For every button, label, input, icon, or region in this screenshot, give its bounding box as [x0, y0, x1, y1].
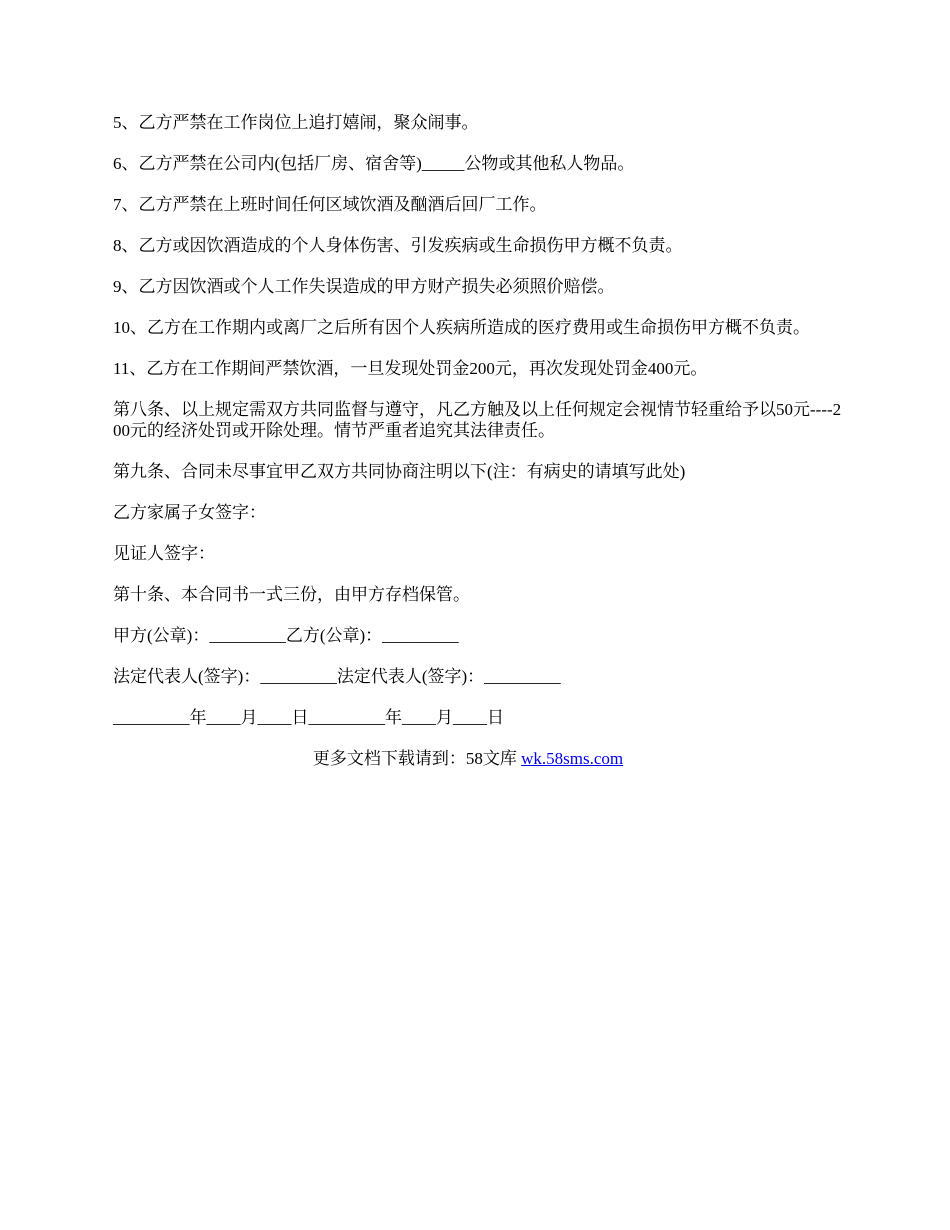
article-8: 第八条、以上规定需双方共同监督与遵守，凡乙方触及以上任何规定会视情节轻重给予以50元----200元的经济处罚或开除处理。情节严重者追究其法律责任。	[113, 400, 842, 440]
article-9: 第九条、合同未尽事宜甲乙双方共同协商注明以下(注：有病史的请填写此处)	[113, 462, 686, 481]
clause-9: 9、乙方因饮酒或个人工作失误造成的甲方财产损失必须照价赔偿。	[113, 277, 615, 296]
witness-signature-line: 见证人签字：	[113, 544, 215, 563]
footer-link[interactable]: wk.58sms.com	[521, 749, 624, 768]
family-signature-line: 乙方家属子女签字：	[113, 503, 266, 522]
article-10: 第十条、本合同书一式三份，由甲方存档保管。	[113, 585, 470, 604]
legal-rep-signature-line: 法定代表人(签字)：_________法定代表人(签字)：_________	[113, 667, 561, 686]
seal-line: 甲方(公章)：_________乙方(公章)：_________	[113, 626, 459, 645]
clause-11: 11、乙方在工作期间严禁饮酒，一旦发现处罚金200元，再次发现处罚金400元。	[113, 359, 708, 378]
footer-text: 更多文档下载请到：58文库	[312, 749, 522, 768]
clause-5: 5、乙方严禁在工作岗位上追打嬉闹，聚众闹事。	[113, 113, 479, 132]
document-body	[113, 112, 843, 789]
clause-7: 7、乙方严禁在上班时间任何区域饮酒及酗酒后回厂工作。	[113, 195, 547, 214]
clause-8: 8、乙方或因饮酒造成的个人身体伤害、引发疾病或生命损伤甲方概不负责。	[113, 236, 683, 255]
clause-10: 10、乙方在工作期内或离厂之后所有因个人疾病所造成的医疗费用或生命损伤甲方概不负责。	[113, 318, 810, 337]
clause-6: 6、乙方严禁在公司内(包括厂房、宿舍等)_____公物或其他私人物品。	[113, 154, 635, 173]
date-line: _________年____月____日_________年____月____日	[113, 708, 504, 727]
footer-note	[93, 748, 843, 769]
